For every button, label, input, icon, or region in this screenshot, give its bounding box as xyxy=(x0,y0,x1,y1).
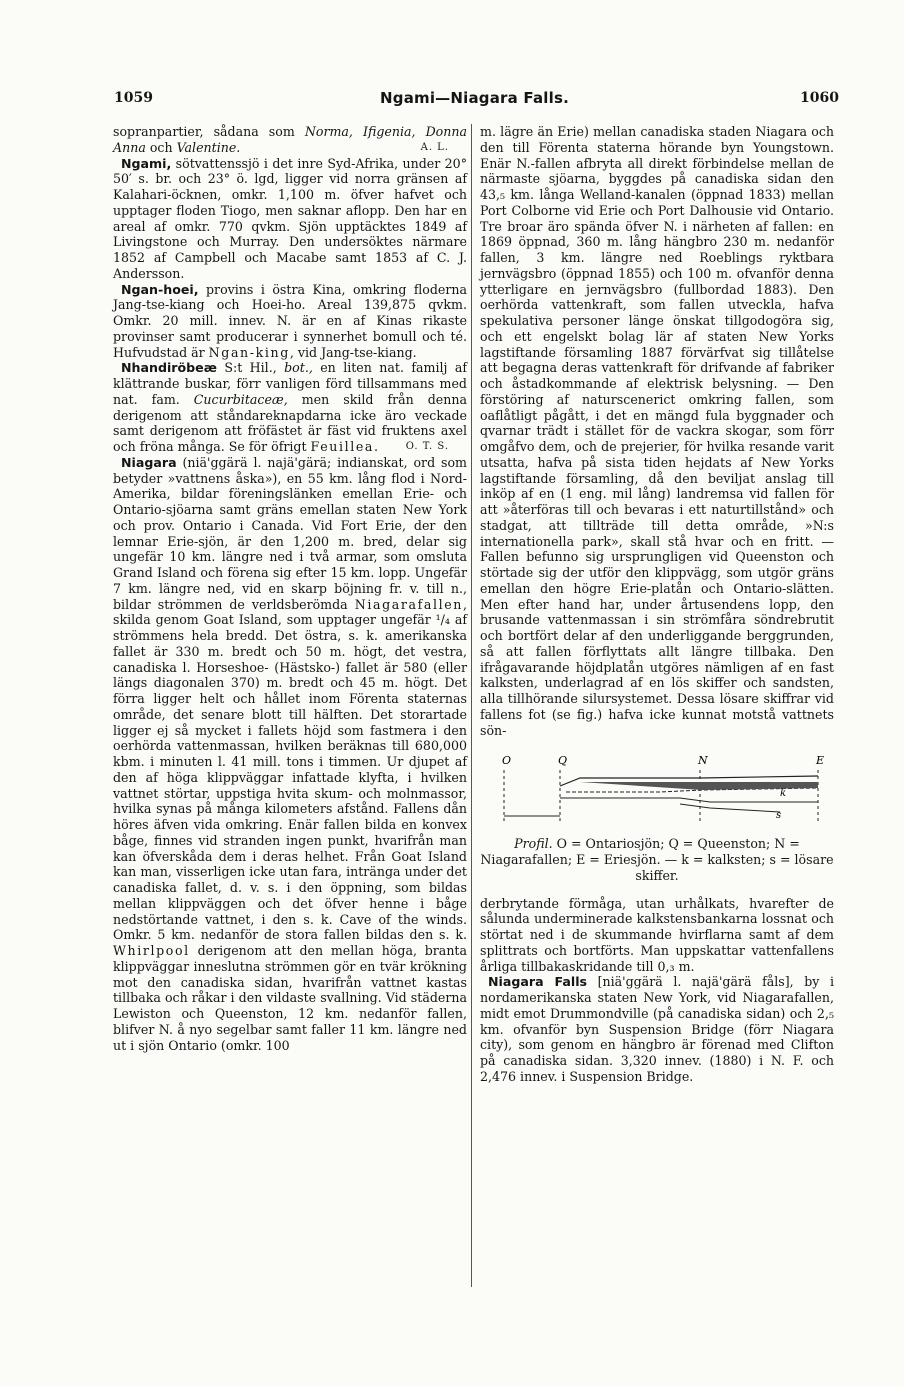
headword: Nhandiröbeæ xyxy=(121,360,217,376)
figure-caption xyxy=(480,836,834,883)
entry-body: en liten nat. familj af klättrande buskar, förr vanligen förd tillsammans med nat. fam. xyxy=(113,360,467,407)
entry-niagara xyxy=(113,455,467,1054)
entry-body: m. lägre än Erie) mellan canadiska staden Niagara och den till Förenta staterna hörande byn Youngstown. Enär N.-fallen afbryta all direkt förbindelse mellan de närmaste sjöarna, byggdes på canadiska sidan den 43,₅ km. långa Welland-kanalen (öppnad 1833) mellan Port Colborne vid Erie och Port Dalhousie vid Ontario. Tre broar äro spända öfver N. i närheten af fallen: en 1869 öppnad, 360 m. lång hängbro 230 m. nedanför fallen, 3 km. längre ned Roeblings ryktbara jernvägsbro (öppnad 1855) och 100 m. ofvanför denna ytterligare en jernvägsbro (fullbordad 1883). Den oerhörda vattenkraft, som fallen utveckla, hafva spekulativa personer länge önskat tillgodogöra sig, och ett engelskt bolag lär af staten New Yorks lagstiftande församling 1887 förvärfvat sig tillåtelse att begagna deras vattenkraft för drifvande af fabriker och åstadkommande af elektrisk belysning. — Den förstöring af naturscenerict omkring fallen, som oaflåtligt pågått, i det en mängd fula byggnader och qvarnar trädt i stället för de vackra skogar, som förr omgåfvo dem, och de prejerier, för hvilka resande varit utsatta, hafva på sista tiden hejdats af New Yorks lagstiftande församling, då den beviljat anslag till inköp af en (1 eng. mil lång) landremsa vid fallen för att »återföras till och bevaras i ett naturtillstånd» och stadgat, att tillträde till detta område, »N:s internationella park», skall stå hvar och en fritt. — Fallen befunno sig ursprungligen vid Queenston och störtade sig der utför den klippvägg, som utgör gräns emellan den högre Erie-platån och Ontario-slätten. Men efter hand har, under årtusendens lopp, den brusande vattenmassan i sin strömfåra söndrebrutit och bortfört delar af den underliggande berggrunden, så att fallen förflyttats allt längre tillbaka. Den ifrågavarande höjdplatån utgöres nämligen af en fast kalksten, underlagrad af en lös skiffer och sandsten, alla tillhörande silursystemet. Dessa lösare skiffrar vid fallens fot (se fig.) hafva icke kunnat motstå vattnets sön- xyxy=(480,124,834,738)
entry-niagara-falls xyxy=(480,974,834,1084)
profile-figure xyxy=(480,752,834,832)
page-number-right: 1060 xyxy=(800,90,839,106)
label-k: k xyxy=(780,788,787,800)
entry-niagara-continued xyxy=(480,124,834,738)
italic-text: bot., xyxy=(284,360,313,376)
author-signature: O. T. S. xyxy=(405,441,449,452)
entry-body: , vid Jang-tse-kiang. xyxy=(289,344,417,360)
label-s: s xyxy=(776,810,782,822)
entry-body: (niä'ggärä l. najä'gärä; indianskat, ord som betyder »vattnens åska»), en 55 km. lång flod i Nord-Amerika, bildar föreningslänken emellan Erie- och Ontario-sjöarna samt gräns emellan staten New York och prov. Ontario i Canada. Vid Fort Erie, der den lemnar Erie-sjön, är den 1,200 m. bred, delar sig ungefär 10 km. längre ned i två armar, som omsluta Grand Island och förena sig efter 15 km. lopp. Ungefär 7 km. längre ned, vid en skarp böjning fr. v. till n., bildar strömmen de verldsberömda xyxy=(113,454,467,612)
text: och xyxy=(145,139,177,155)
headword: Niagara Falls xyxy=(488,974,588,990)
label-e: E xyxy=(816,754,825,768)
entry-body: derbrytande förmåga, utan urhålkats, hvarefter de sålunda underminerade kalkstensbankarna lossnat och störtat ned i de skummande hvirflarna samt af dem splittrats och bortförts. Man uppskattar vattenfallens årliga tillbakaskridande till 0,₃ m. xyxy=(480,895,834,974)
spaced-text: Ngan-king xyxy=(208,344,290,360)
entry-body: [niä'ggärä l. najä'gärä fåls], by i nordamerikanska staten New York, vid Niagarafallen, midt emot Drummondville (på canadiska sidan) och 2,₅ km. ofvanför byn Suspension Bridge (förr Niagara city), som genom en hängbro är förenad med Clifton på canadiska sidan. 3,320 innev. (1880) i N. F. och 2,476 innev. i Suspension Bridge. xyxy=(480,974,834,1084)
entry-ngami xyxy=(113,156,467,282)
italic-text: Norma, Ifigenia, Donna Anna xyxy=(113,124,467,155)
entry-body: derigenom att den mellan höga, branta klippväggar inneslutna strömmen gör en tvär krökning mot den canadiska sidan, hvarifrån vattnet kastas tillbaka och råkar i den vildaste svallning. Vid städerna Lewiston och Queenston, 12 km. nedanför fallen, blifver N. å nyo segelbar samt faller 11 km. längre ned ut i sjön Ontario (omkr. 100 xyxy=(113,943,467,1053)
headword: Ngami, xyxy=(121,155,172,171)
entry-body: , skilda genom Goat Island, som upptager ungefär ¹/₄ af strömmens hela bredd. Det östra, s. k. amerikanska fallet är 330 m. bredt och 50 m. högt, det vestra, canadiska l. Horseshoe- (Hästsko-) fallet är 580 (eller längs diagonalen 370) m. bredt och 45 m. högt. Det förra ligger helt och hållet inom Förenta staternas område, det senare blott till hälften. Det storartade ligger ej så mycket i fallets höjd som fastmera i den oerhörda vattenmassan, hvilken beräknas till 680,000 kbm. i minuten l. 41 mill. tons i timmen. Ur djupet af den af höga klippväggar infattade klyfta, i hvilken vattnet störtar, uppstiga hvita skum- och molnmassor, hvilka synas på många kilometers afstånd. Fallens dån höres äfven vida omkring. Enär fallen bilda en konvex båge, finnes vid stranden ingen punkt, hvarifrån man kan öfverskåda dem i deras helhet. Från Goat Island kan man, visserligen icke utan fara, intränga under det canadiska fallet, d. v. s. i den öppning, som bildas mellan klippväggen och det öfver henne i båge nedstörtande vattnet, i den s. k. Cave of the winds. Omkr. 5 km. nedanför de stora fallen bildas den s. k. xyxy=(113,596,467,943)
label-o: O xyxy=(502,754,512,768)
label-n: N xyxy=(698,754,708,768)
entry-niagara-end xyxy=(480,896,834,975)
entry-body: provins i östra Kina, omkring floderna Jang-tse-kiang och Hoei-ho. Areal 139,875 qvkm. Omkr. 20 mill. innev. N. är en af Kinas rikaste provinser samt producerar i synnerhet bomull och té. Hufvudstad är xyxy=(113,281,467,360)
left-column xyxy=(113,124,467,1053)
text: sopranpartier, sådana som xyxy=(113,124,305,139)
running-title: Ngami—Niagara Falls. xyxy=(380,89,570,107)
entry-ngan-hoei xyxy=(113,282,467,361)
page-header xyxy=(0,90,904,112)
author-signature: A. L. xyxy=(420,141,449,153)
entry-nhandirobeae xyxy=(113,360,467,455)
spaced-text: Feuillea. xyxy=(310,439,380,454)
page-number-left: 1059 xyxy=(114,90,153,106)
niagara-profile-diagram xyxy=(480,752,834,832)
lower-stratum xyxy=(680,804,780,812)
italic-text: Cucurbitaceæ, xyxy=(193,391,288,407)
italic-text: Valentine. xyxy=(176,139,241,155)
caption-title: Profil. xyxy=(514,836,553,852)
spaced-text: Niagarafallen xyxy=(354,596,463,612)
caption-text: O = Ontariosjön; Q = Queenston; N = Niagarafallen; E = Eriesjön. — k = kalksten; s = lösare skiffer. xyxy=(480,836,834,883)
paragraph-sopranpartier xyxy=(113,124,467,156)
right-column xyxy=(480,124,834,1085)
headword: Niagara xyxy=(121,454,177,470)
entry-body: men skild från denna derigenom att ståndareknapdarna icke äro veckade samt derigenom att fröfästet är fäst vid fruktens axel och fröna många. Se för öfrigt xyxy=(113,391,467,454)
label-q: Q xyxy=(558,754,568,768)
headword: Ngan-hoei, xyxy=(121,281,199,297)
entry-body: sötvattenssjö i det inre Syd-Afrika, under 20° 50′ s. br. och 23° ö. lgd, ligger vid norra gränsen af Kalahari-öcknen, omkr. 1,100 m. öfver hafvet och upptager floden Tiogo, men saknar aflopp. Den har en areal af omkr. 770 qvkm. Sjön upptäcktes 1849 af Livingstone och Murray. Den undersöktes närmare 1852 af Campbell och Macabe samt 1853 af C. J. Andersson. xyxy=(113,155,467,281)
entry-body: S:t Hil., xyxy=(216,360,285,376)
column-divider xyxy=(471,124,472,1287)
spaced-text: Whirlpool xyxy=(113,943,190,958)
